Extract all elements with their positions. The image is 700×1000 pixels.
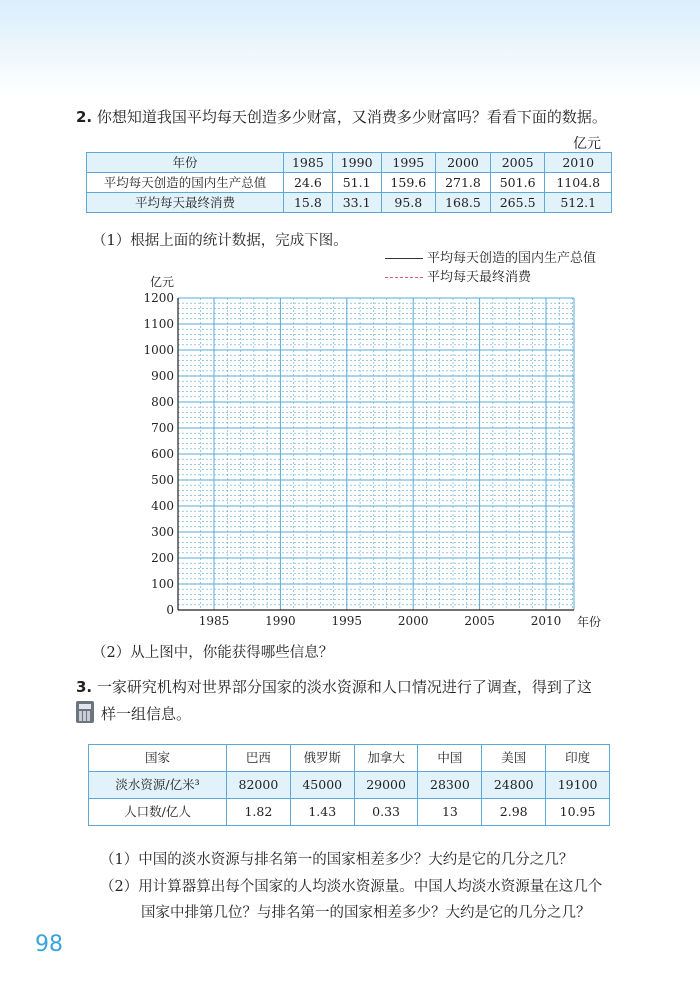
x-tick-label: 1985 — [198, 614, 230, 628]
value-cell: 159.6 — [381, 173, 436, 193]
value-cell: 168.5 — [436, 193, 491, 213]
q3-subquestion-1: （1）中国的淡水资源与排名第一的国家相差多少？大约是它的几分之几？ — [100, 852, 574, 868]
year-cell: 1990 — [332, 153, 381, 173]
year-cell: 1985 — [284, 153, 333, 173]
country-cell: 加拿大 — [354, 745, 418, 772]
value-cell: 82000 — [227, 772, 291, 799]
value-cell: 2.98 — [482, 799, 546, 826]
value-cell: 1.82 — [227, 799, 291, 826]
question-text: 你想知道我国平均每天创造多少财富，又消费多少财富吗？看看下面的数据。 — [96, 108, 607, 126]
y-tick-label: 600 — [151, 447, 174, 461]
value-cell: 51.1 — [332, 173, 381, 193]
question-number: 2. — [76, 108, 93, 126]
value-cell: 1104.8 — [545, 173, 612, 193]
year-cell: 2010 — [545, 153, 612, 173]
y-axis-label: 亿元 — [150, 275, 175, 289]
row-label: 平均每天创造的国内生产总值 — [87, 173, 284, 193]
water-population-table — [88, 744, 610, 826]
table-row — [89, 772, 610, 799]
table-header-label: 国家 — [89, 745, 227, 772]
question-number: 3. — [76, 678, 93, 696]
legend-dashed-label: 平均每天最终消费 — [427, 270, 532, 285]
value-cell: 29000 — [354, 772, 418, 799]
country-cell: 中国 — [418, 745, 482, 772]
legend-solid-label: 平均每天创造的国内生产总值 — [427, 251, 597, 266]
q3-subquestion-2: （2）用计算器算出每个国家的人均淡水资源量。中国人均淡水资源量在这几个 — [100, 879, 603, 895]
x-tick-label: 2005 — [464, 614, 495, 628]
value-cell: 501.6 — [490, 173, 545, 193]
q3-subquestion-2-cont: 国家中排第几位？与排名第一的国家相差多少？大约是它的几分之几？ — [141, 905, 591, 921]
value-cell: 271.8 — [436, 173, 491, 193]
row-label: 淡水资源/亿米³ — [89, 772, 227, 799]
y-tick-label: 500 — [151, 473, 174, 487]
y-tick-label: 0 — [166, 603, 174, 617]
year-cell: 2000 — [436, 153, 491, 173]
x-tick-label: 2000 — [397, 614, 429, 628]
country-cell: 美国 — [482, 745, 546, 772]
table-row — [89, 745, 610, 772]
x-tick-label: 2010 — [530, 614, 562, 628]
question-3 — [76, 676, 592, 697]
value-cell: 1.43 — [290, 799, 354, 826]
value-cell: 95.8 — [381, 193, 436, 213]
y-tick-label: 1000 — [143, 343, 174, 357]
value-cell: 24800 — [482, 772, 546, 799]
value-cell: 0.33 — [354, 799, 418, 826]
question-3-line-2: 样一组信息。 — [101, 705, 192, 723]
table-unit: 亿元 — [573, 136, 601, 152]
value-cell: 24.6 — [284, 173, 333, 193]
value-cell: 15.8 — [284, 193, 333, 213]
y-tick-label: 200 — [151, 551, 174, 565]
page-number: 98 — [35, 932, 63, 957]
value-cell: 28300 — [418, 772, 482, 799]
value-cell: 19100 — [546, 772, 610, 799]
y-tick-label: 900 — [151, 369, 174, 383]
row-label: 人口数/亿人 — [89, 799, 227, 826]
calculator-icon — [76, 701, 94, 723]
country-cell: 印度 — [546, 745, 610, 772]
value-cell: 512.1 — [545, 193, 612, 213]
x-axis-label: 年份 — [577, 615, 602, 629]
y-tick-label: 700 — [151, 421, 174, 435]
value-cell: 45000 — [290, 772, 354, 799]
country-cell: 巴西 — [227, 745, 291, 772]
q2-subquestion-2: （2）从上图中，你能获得哪些信息？ — [92, 645, 334, 661]
y-tick-label: 800 — [151, 395, 174, 409]
table-row — [89, 799, 610, 826]
year-cell: 1995 — [381, 153, 436, 173]
value-cell: 265.5 — [490, 193, 545, 213]
year-cell: 2005 — [490, 153, 545, 173]
x-tick-label: 1990 — [265, 614, 296, 628]
y-tick-label: 400 — [151, 499, 174, 513]
x-tick-label: 1995 — [331, 614, 363, 628]
question-text: 一家研究机构对世界部分国家的淡水资源和人口情况进行了调查，得到了这 — [96, 678, 592, 696]
q2-subquestion-1: （1）根据上面的统计数据，完成下图。 — [92, 233, 348, 249]
y-tick-label: 1200 — [143, 291, 174, 305]
value-cell: 13 — [418, 799, 482, 826]
y-tick-label: 1100 — [143, 317, 174, 331]
y-tick-label: 100 — [151, 577, 174, 591]
value-cell: 10.95 — [546, 799, 610, 826]
table-header-label: 年份 — [87, 153, 284, 173]
row-label: 平均每天最终消费 — [87, 193, 284, 213]
value-cell: 33.1 — [332, 193, 381, 213]
y-tick-label: 300 — [151, 525, 174, 539]
country-cell: 俄罗斯 — [290, 745, 354, 772]
